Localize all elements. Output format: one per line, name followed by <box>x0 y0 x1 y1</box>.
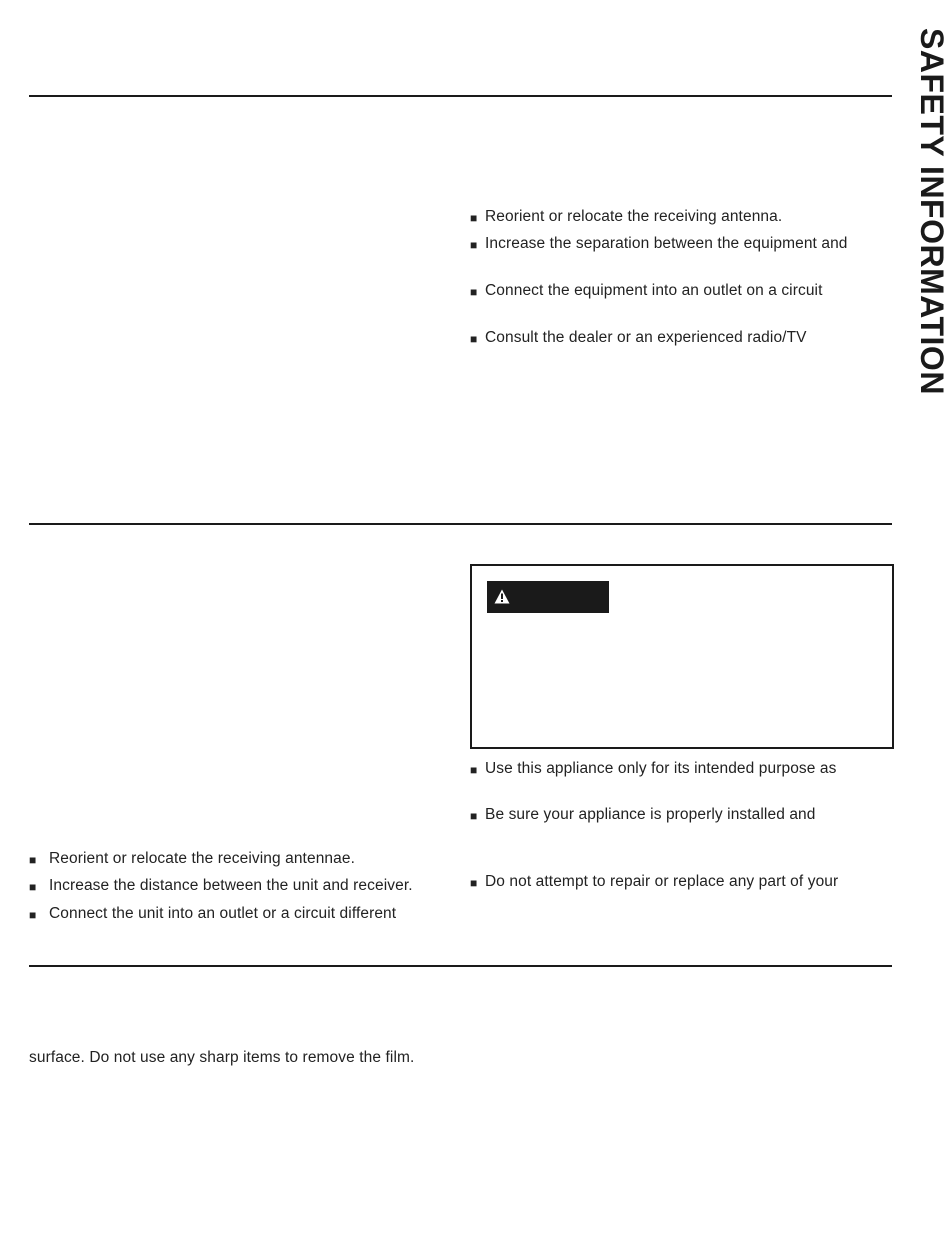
bullet-marker: ■ <box>470 763 478 777</box>
bullet-text: Connect the equipment into an outlet on a circuit <box>485 282 823 299</box>
bullet-marker: ■ <box>470 211 478 225</box>
warning-triangle-icon <box>494 589 510 604</box>
bullet-text: Reorient or relocate the receiving antenna. <box>485 208 783 225</box>
section-divider-middle <box>29 523 892 525</box>
bullet-text: Be sure your appliance is properly installed and <box>485 806 816 823</box>
body-text: surface. Do not use any sharp items to remove the film. <box>29 1049 415 1066</box>
bullet-text: Consult the dealer or an experienced radio/TV <box>485 329 807 346</box>
bullet-marker: ■ <box>470 876 478 890</box>
bullet-marker: ■ <box>470 238 478 252</box>
side-section-title: SAFETY INFORMATION <box>914 28 950 395</box>
section-divider-top <box>29 95 892 97</box>
section-divider-bottom <box>29 965 892 967</box>
bullet-marker: ■ <box>29 880 37 894</box>
bullet-marker: ■ <box>29 853 37 867</box>
bullet-text: Increase the separation between the equipment and <box>485 235 848 252</box>
bullet-text: Increase the distance between the unit and receiver. <box>49 877 413 894</box>
bullet-marker: ■ <box>29 908 37 922</box>
bullet-marker: ■ <box>470 809 478 823</box>
bullet-text: Do not attempt to repair or replace any part of your <box>485 873 839 890</box>
bullet-text: Use this appliance only for its intended purpose as <box>485 760 837 777</box>
bullet-marker: ■ <box>470 285 478 299</box>
warning-box <box>470 564 894 749</box>
bullet-text: Reorient or relocate the receiving antennae. <box>49 850 355 867</box>
bullet-marker: ■ <box>470 332 478 346</box>
bullet-text: Connect the unit into an outlet or a circuit different <box>49 905 397 922</box>
warning-label <box>487 581 609 613</box>
